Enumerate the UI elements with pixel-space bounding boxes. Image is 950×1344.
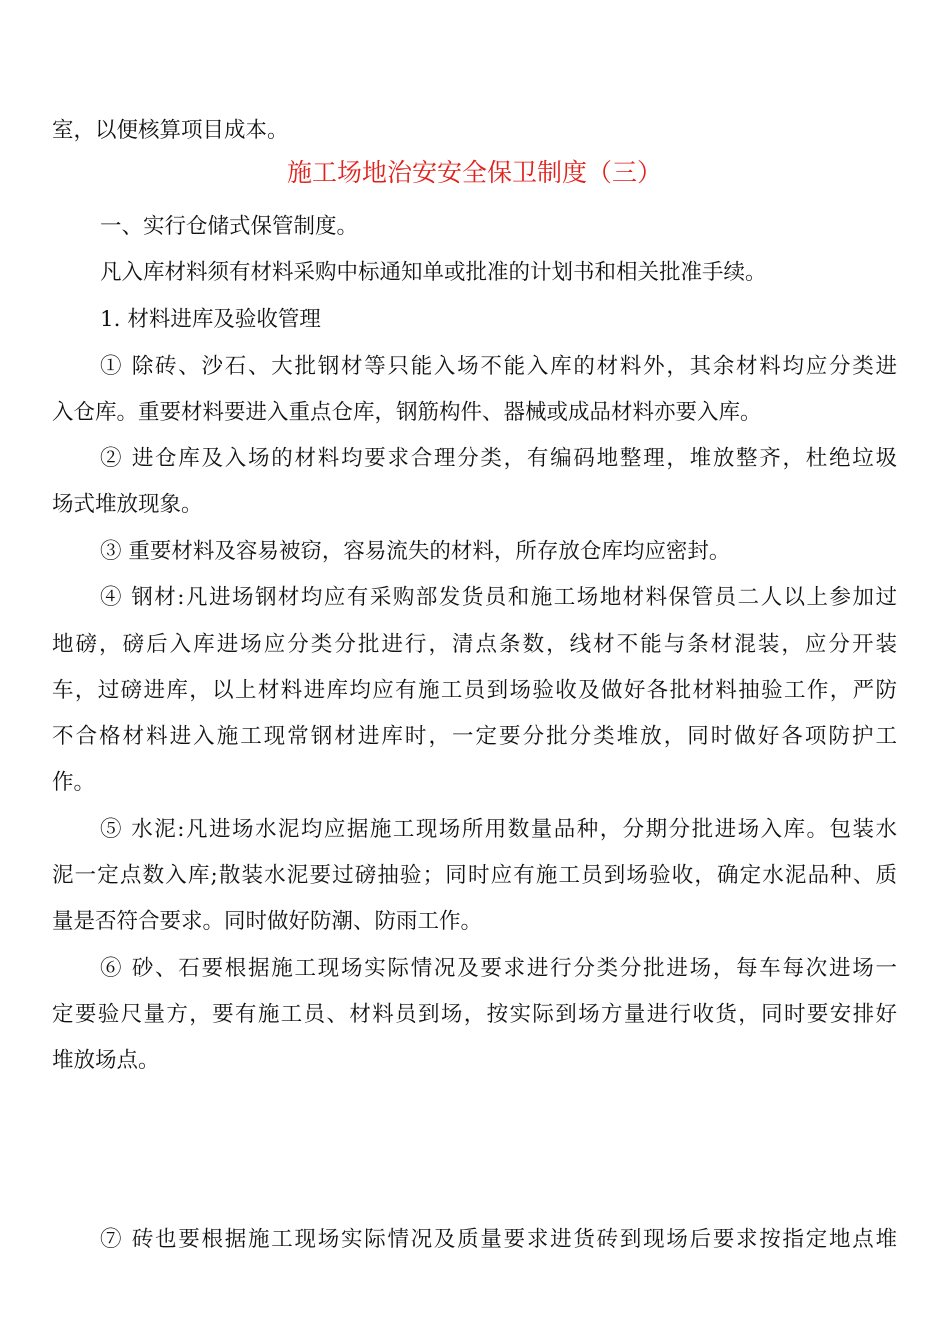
paragraph-line: ④ 钢材:凡进场钢材均应有采购部发货员和施工场地材料保管员二人以上参加过 (100, 585, 897, 610)
paragraph-line: 室，以便核算项目成本。 (52, 118, 289, 143)
paragraph-line: ② 进仓库及入场的材料均要求合理分类，有编码地整理，堆放整齐，杜绝垃圾 (100, 446, 897, 471)
paragraph-line: 入仓库。重要材料要进入重点仓库，钢筋构件、器械或成品材料亦要入库。 (52, 400, 762, 425)
paragraph-line: ① 除砖、沙石、大批钢材等只能入场不能入库的材料外，其余材料均应分类进 (100, 354, 897, 379)
paragraph-line: 堆放场点。 (52, 1048, 160, 1073)
paragraph-line: 1. 材料进库及验收管理 (100, 307, 321, 332)
paragraph-line: ⑤ 水泥:凡进场水泥均应据施工现场所用数量品种，分期分批进场入库。包装水 (100, 817, 897, 842)
section-title: 施工场地治安安全保卫制度（三） (286, 158, 662, 187)
paragraph-line: 量是否符合要求。同时做好防潮、防雨工作。 (52, 909, 483, 934)
paragraph-line: 泥一定点数入库;散装水泥要过磅抽验；同时应有施工员到场验收，确定水泥品种、质 (52, 863, 897, 888)
paragraph-line: ⑥ 砂、石要根据施工现场实际情况及要求进行分类分批进场，每车每次进场一 (100, 956, 897, 981)
paragraph-line: 场式堆放现象。 (52, 492, 203, 517)
paragraph-line: 地磅，磅后入库进场应分类分批进行，清点条数，线材不能与条材混装，应分开装 (52, 632, 897, 657)
paragraph-line: 作。 (52, 770, 96, 795)
paragraph-line: 定要验尺量方，要有施工员、材料员到场，按实际到场方量进行收货，同时要安排好 (52, 1002, 897, 1027)
paragraph-line: 一、实行仓储式保管制度。 (100, 214, 359, 239)
paragraph-line: ⑦ 砖也要根据施工现场实际情况及质量要求进货砖到现场后要求按指定地点堆 (100, 1227, 897, 1252)
paragraph-line: 不合格材料进入施工现常钢材进库时，一定要分批分类堆放，同时做好各项防护工 (52, 724, 897, 749)
paragraph-line: ③ 重要材料及容易被窃，容易流失的材料，所存放仓库均应密封。 (100, 539, 731, 564)
paragraph-line: 凡入库材料须有材料采购中标通知单或批准的计划书和相关批准手续。 (100, 260, 767, 285)
paragraph-line: 车，过磅进库，以上材料进库均应有施工员到场验收及做好各批材料抽验工作，严防 (52, 678, 897, 703)
